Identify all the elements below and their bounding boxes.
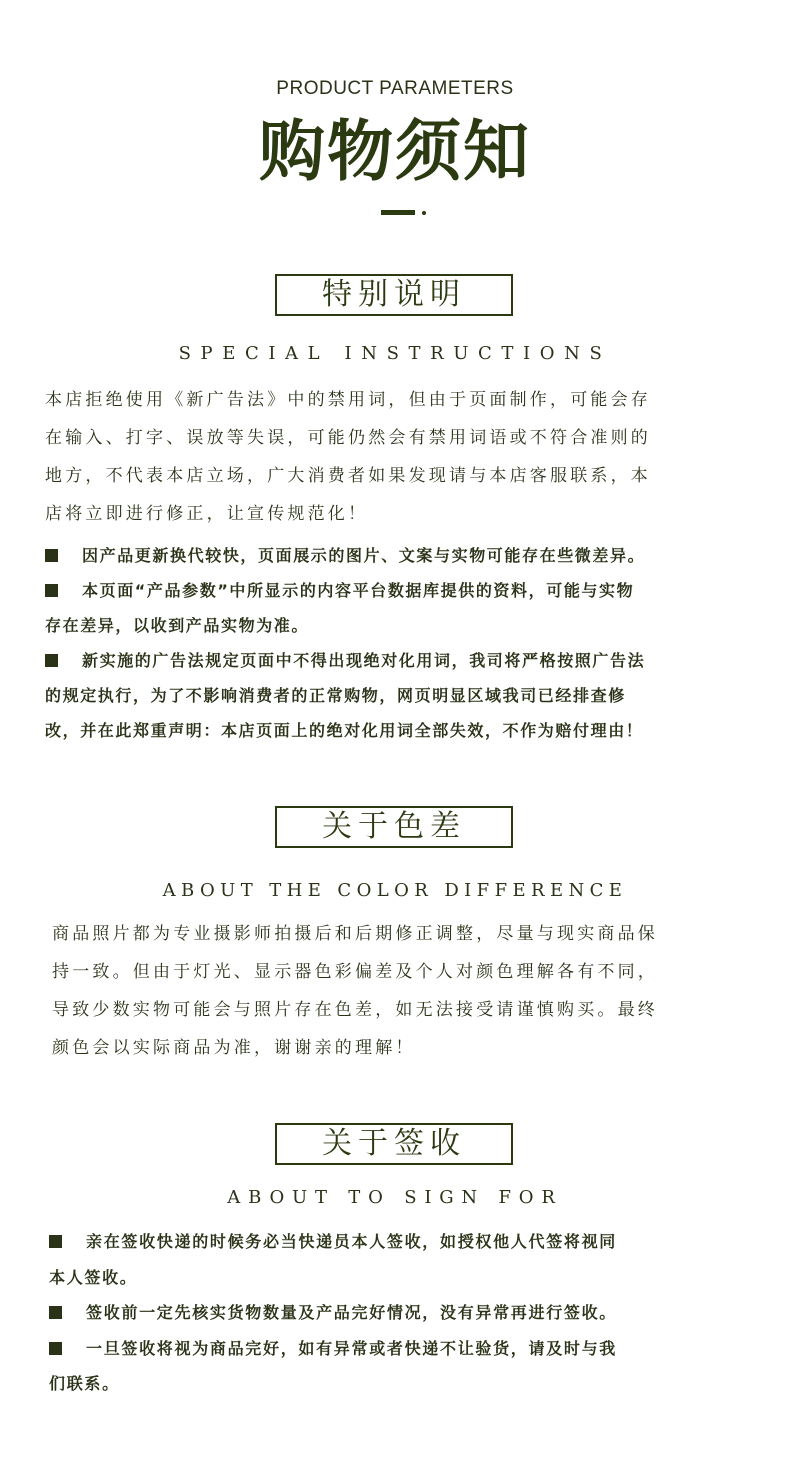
square-bullet-icon [45,654,58,667]
special-section-subtitle: SPECIAL INSTRUCTIONS [178,343,612,364]
bullet-item: 新实施的广告法规定页面中不得出现绝对化用词，我司将严格按照广告法 的规定执行，为了不影响消费者的正常购物，网页明显区域我司已经排查修 改，并在此郑重声明：本店页面上的绝对化用词全部失效，不作为赔付理由！ [45,651,646,740]
bullet-item: 本页面“产品参数”中所显示的内容平台数据库提供的资料，可能与实物 存在差异，以收到产品实物为准。 [45,581,635,635]
special-paragraph [45,381,765,533]
bullet-item: 一旦签收将视为商品完好，如有异常或者快递不让验货，请及时与我 们联系。 [49,1338,618,1393]
paragraph-line: 在输入、打字、误放等失误，可能仍然会有禁用词语或不符合准则的 [45,428,651,448]
page-title: 购物须知 [259,113,531,190]
paragraph-line: 颜色会以实际商品为准，谢谢亲的理解！ [52,1038,416,1058]
title-dot-divider [422,211,426,215]
color-paragraph [52,915,767,1067]
square-bullet-icon [49,1235,62,1248]
sign-section-subtitle: ABOUT TO SIGN FOR [227,1187,563,1208]
color-section-title: 关于色差 [275,806,513,848]
paragraph-line: 导致少数实物可能会与照片存在色差，如无法接受请谨慎购买。最终 [52,1000,658,1020]
title-dash-divider [381,210,415,215]
square-bullet-icon [45,549,58,562]
color-section-subtitle: ABOUT THE COLOR DIFFERENCE [162,880,628,901]
paragraph-line: 本店拒绝使用《新广告法》中的禁用词，但由于页面制作，可能会存 [45,390,651,410]
bullet-item: 亲在签收快递的时候务必当快递员本人签收，如授权他人代签将视同 本人签收。 [49,1232,618,1287]
special-section-title: 特别说明 [275,274,513,316]
en-page-title: PRODUCT PARAMETERS [276,78,514,99]
sign-bullet-list [49,1224,764,1402]
sign-section-title: 关于签收 [275,1123,513,1165]
paragraph-line: 店将立即进行修正，让宣传规范化！ [45,504,369,524]
bullet-item: 签收前一定先核实货物数量及产品完好情况，没有异常再进行签收。 [49,1295,764,1331]
special-bullet-list [45,538,765,748]
square-bullet-icon [45,584,58,597]
square-bullet-icon [49,1306,62,1319]
paragraph-line: 地方，不代表本店立场，广大消费者如果发现请与本店客服联系，本 [45,466,651,486]
paragraph-line: 商品照片都为专业摄影师拍摄后和后期修正调整，尽量与现实商品保 [52,924,658,944]
square-bullet-icon [49,1342,62,1355]
paragraph-line: 持一致。但由于灯光、显示器色彩偏差及个人对颜色理解各有不同， [52,962,658,982]
bullet-item: 因产品更新换代较快，页面展示的图片、文案与实物可能存在些微差异。 [45,538,765,573]
